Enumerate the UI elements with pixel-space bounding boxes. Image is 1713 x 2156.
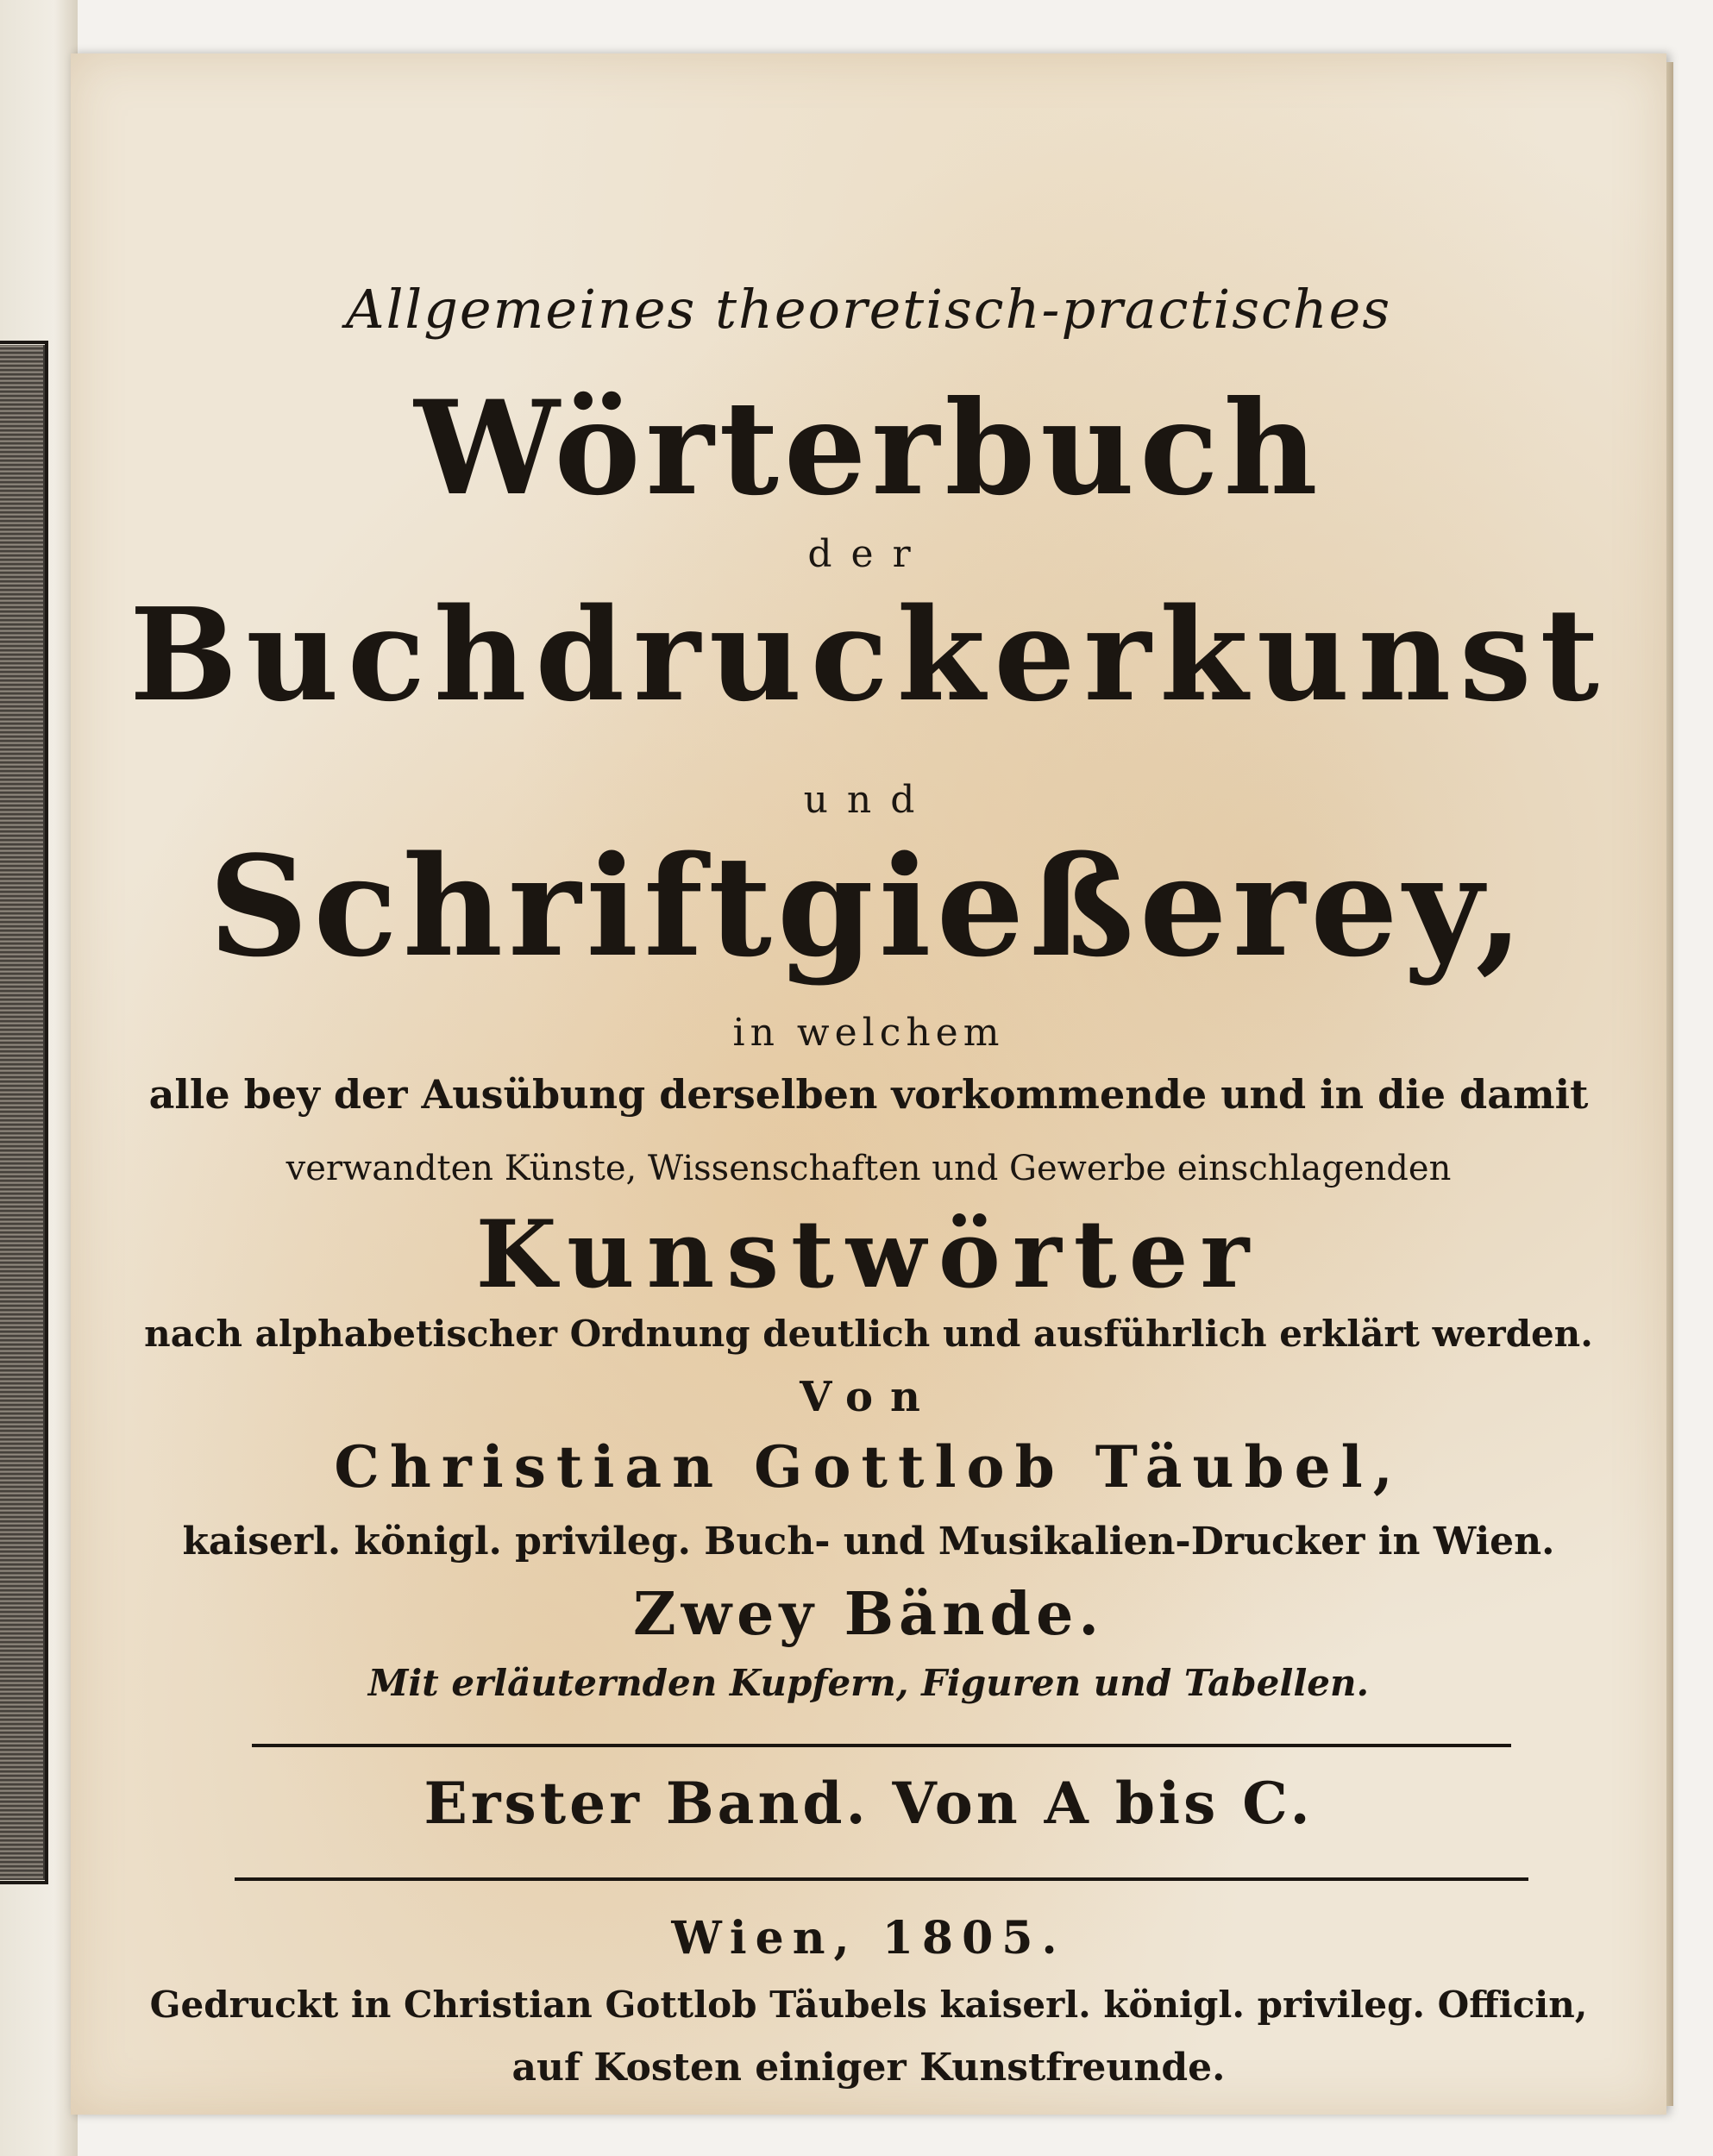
description-line-1: alle bey der Ausübung derselben vorkommende und in die damit: [148, 1071, 1589, 1118]
connector-und: und: [803, 778, 934, 822]
title-page-content: [71, 53, 1666, 2115]
author-title: kaiserl. königl. privileg. Buch- und Musikalien-Drucker in Wien.: [182, 1520, 1555, 1564]
rule-bottom: [235, 1877, 1528, 1881]
place-year: Wien, 1805.: [671, 1912, 1066, 1965]
illustrations-note: Mit erläuternden Kupfern, Figuren und Tabellen.: [367, 1662, 1370, 1704]
connector-der: der: [807, 532, 930, 576]
description-line-2: verwandten Künste, Wissenschaften und Gewerbe einschlagenden: [286, 1149, 1452, 1188]
imprint-line-1: Gedruckt in Christian Gottlob Täubels kaiserl. königl. privileg. Officin,: [149, 1984, 1588, 2026]
title-schriftgiesserey: Schriftgießerey,: [208, 825, 1529, 987]
rule-top: [252, 1744, 1511, 1747]
engraving-frame: [0, 341, 48, 1884]
volume-label: Erster Band. Von A bis C.: [424, 1770, 1314, 1837]
description-line-3: nach alphabetischer Ordnung deutlich und ausführlich erklärt werden.: [144, 1313, 1593, 1355]
title-buchdruckerkunst: Buchdruckerkunst: [129, 580, 1608, 730]
subtitle-line: Allgemeines theoretisch-practisches: [345, 278, 1392, 341]
title-kunstwoerter: Kunstwörter: [475, 1200, 1262, 1309]
connector-in-welchem: in welchem: [732, 1011, 1005, 1055]
volumes-count: Zwey Bände.: [632, 1580, 1105, 1649]
connector-von: Von: [800, 1373, 938, 1421]
title-page: [71, 53, 1666, 2115]
facing-page: [0, 0, 78, 2156]
imprint-line-2: auf Kosten einiger Kunstfreunde.: [511, 2046, 1226, 2090]
page-edge: [1666, 62, 1673, 2106]
author-name: Christian Gottlob Täubel,: [334, 1433, 1403, 1501]
title-woerterbuch: Wörterbuch: [414, 373, 1323, 524]
